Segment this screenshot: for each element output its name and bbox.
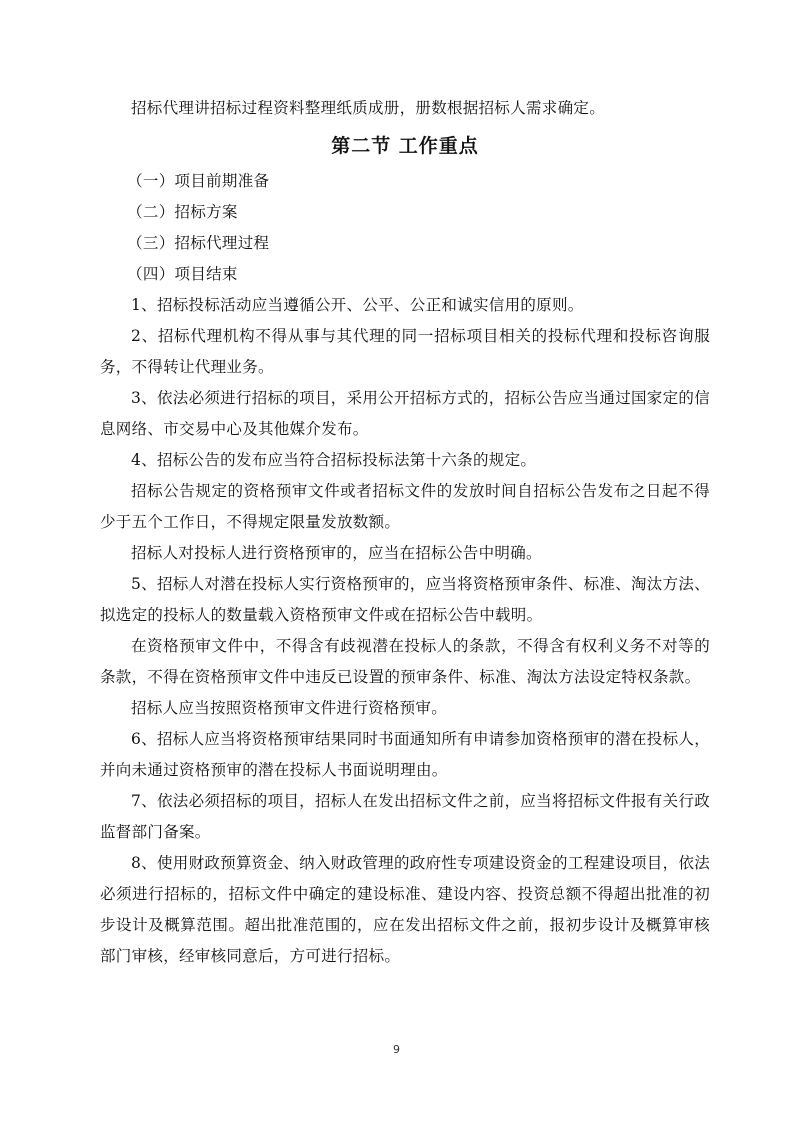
- subitem-2: （二）招标方案: [127, 203, 238, 221]
- page-content: [100, 93, 710, 972]
- paragraph-12: 8、使用财政预算资金、纳入财政管理的政府性专项建设资金的工程建设项目，依法必须进行招标的，招标文件中确定的建设标准、建设内容、投资总额不得超出批准的初步设计及概算范围。超出批准范围的，应在发出招标文件之前，报初步设计及概算审核部门审核，经审核同意后，方可进行招标。: [100, 854, 710, 965]
- paragraph-2: 2、招标代理机构不得从事与其代理的同一招标项目相关的投标代理和投标咨询服务，不得转让代理业务。: [100, 327, 710, 376]
- paragraph-7: 5、招标人对潜在投标人实行资格预审的，应当将资格预审条件、标准、淘汰方法、拟选定的投标人的数量载入资格预审文件或在招标公告中载明。: [100, 575, 710, 624]
- intro-paragraph: 招标代理讲招标过程资料整理纸质成册，册数根据招标人需求确定。: [131, 99, 606, 117]
- paragraph-3: 3、依法必须进行招标的项目，采用公开招标方式的，招标公告应当通过国家定的信息网络、市交易中心及其他媒介发布。: [100, 389, 710, 438]
- paragraph-9: 招标人应当按照资格预审文件进行资格预审。: [131, 699, 448, 717]
- subitem-3: （三）招标代理过程: [127, 234, 270, 252]
- paragraph-5: 招标公告规定的资格预审文件或者招标文件的发放时间自招标公告发布之日起不得少于五个工作日，不得规定限量发放数额。: [100, 482, 710, 531]
- section-title: 第二节 工作重点: [331, 135, 479, 157]
- paragraph-6: 招标人对投标人进行资格预审的，应当在招标公告中明确。: [131, 544, 542, 562]
- paragraph-1: 1、招标投标活动应当遵循公开、公平、公正和诚实信用的原则。: [131, 296, 584, 314]
- paragraph-11: 7、依法必须招标的项目，招标人在发出招标文件之前，应当将招标文件报有关行政监督部门备案。: [100, 792, 710, 841]
- page-number: 9: [393, 1043, 400, 1056]
- paragraph-4: 4、招标公告的发布应当符合招标投标法第十六条的规定。: [131, 451, 537, 469]
- paragraph-10: 6、招标人应当将资格预审结果同时书面通知所有申请参加资格预审的潜在投标人，并向未通过资格预审的潜在投标人书面说明理由。: [100, 730, 710, 779]
- paragraph-8: 在资格预审文件中，不得含有歧视潜在投标人的条款，不得含有权利义务不对等的条款，不得在资格预审文件中违反已设置的预审条件、标准、淘汰方法设定特权条款。: [100, 637, 710, 686]
- subitem-4: （四）项目结束: [127, 265, 238, 283]
- subitem-1: （一）项目前期准备: [127, 172, 270, 190]
